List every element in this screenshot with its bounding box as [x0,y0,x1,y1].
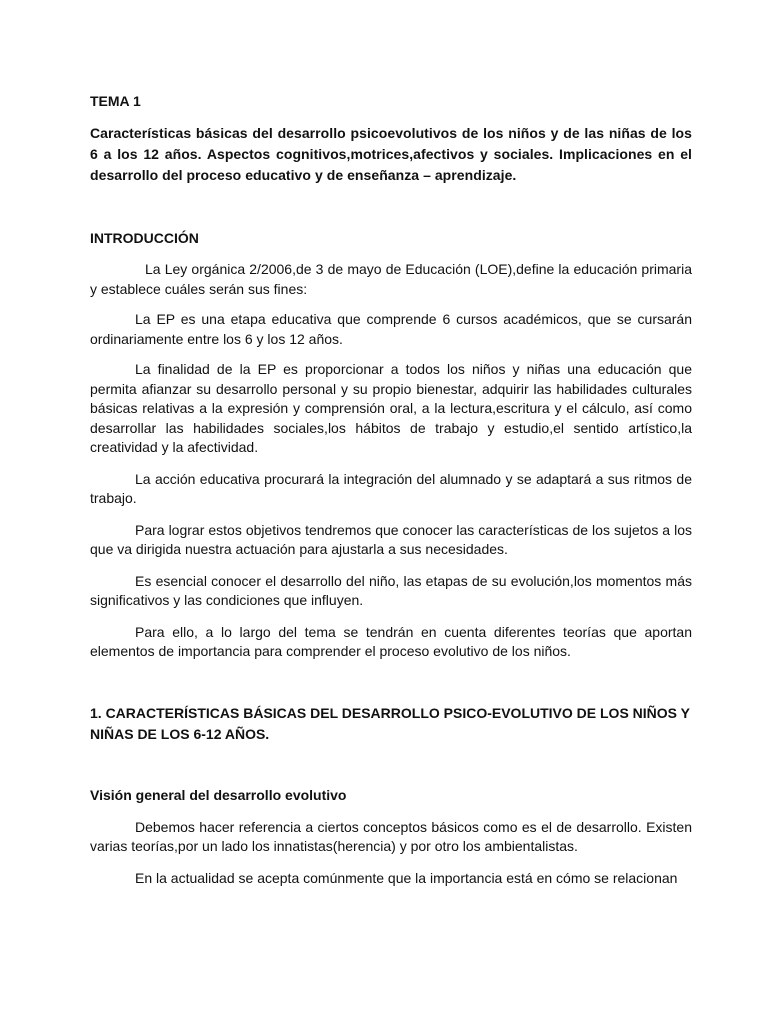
intro-paragraph-4: La acción educativa procurará la integración del alumnado y se adaptará a sus ritmos de trabajo. [90,470,692,506]
intro-paragraph-5: Para lograr estos objetivos tendremos que conocer las características de los sujetos a los que va dirigida nuestra actuación para ajustarla a sus necesidades. [90,521,692,557]
intro-paragraph-2: La EP es una etapa educativa que comprende 6 cursos académicos, que se cursarán ordinariamente entre los 6 y los 12 años. [90,311,692,347]
document-page [90,91,692,888]
intro-paragraph-1: La Ley orgánica 2/2006,de 3 de mayo de Educación (LOE),define la educación primaria y establece cuáles serán sus fines: [90,261,692,297]
section-1-paragraph-1: Debemos hacer referencia a ciertos conceptos básicos como es el de desarrollo. Existen varias teorías,por un lado los innatistas(herencia) y por otro los ambientalistas. [90,818,692,854]
intro-heading: INTRODUCCIÓN [90,230,199,246]
section-1-subheading: Visión general del desarrollo evolutivo [90,786,347,803]
section-1-heading: 1. CARACTERÍSTICAS BÁSICAS DEL DESARROLLO PSICO-EVOLUTIVO DE LOS NIÑOS Y NIÑAS DE LOS 6-12 AÑOS. [90,704,690,742]
intro-paragraph-7: Para ello, a lo largo del tema se tendrán en cuenta diferentes teorías que aportan elementos de importancia para comprender el proceso evolutivo de los niños. [90,623,692,659]
intro-paragraph-3: La finalidad de la EP es proporcionar a todos los niños y niñas una educación que permita afianzar su desarrollo personal y su propio bienestar, adquirir las habilidades culturales básicas relativas a la expresión y comprensión oral, a la lectura,escritura y el cálculo, así como desarrollar las habilidades sociales,los hábitos de trabajo y estudio,el sentido artístico,la creatividad y la afectividad. [90,361,692,455]
section-1-paragraph-2: En la actualidad se acepta comúnmente que la importancia está en cómo se relacionan [135,869,678,886]
topic-title: Características básicas del desarrollo psicoevolutivos de los niños y de las niñas de los 6 a los 12 años. Aspectos cognitivos,motrices,afectivos y sociales. Implicaciones en el desarrollo del proceso educativo y de enseñanza – aprendizaje. [90,125,692,183]
intro-paragraph-6: Es esencial conocer el desarrollo del niño, las etapas de su evolución,los momentos más significativos y las condiciones que influyen. [90,572,692,608]
topic-number: TEMA 1 [90,93,141,109]
